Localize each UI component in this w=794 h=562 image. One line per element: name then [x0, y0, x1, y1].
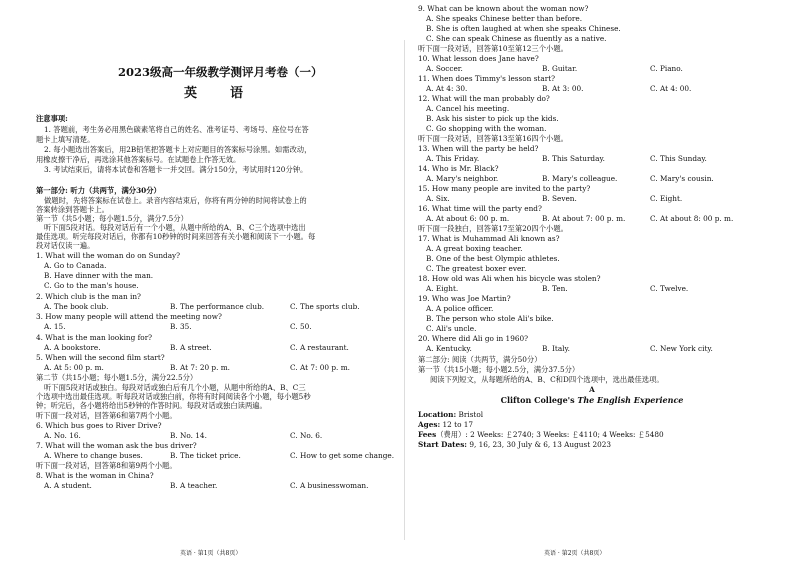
answer-option[interactable]: A. Mary's neighbor.: [426, 174, 499, 183]
question-stem: 9. What can be known about the woman now?: [418, 4, 589, 13]
answer-option[interactable]: A. Kentucky.: [426, 344, 472, 353]
part1-intro: 做题时，先将答案标在试卷上。录音内容结束后，你将有两分钟的时间将试卷上的: [44, 196, 307, 205]
page-footer: 英语 · 第2页（共8页）: [544, 550, 606, 557]
info-line: [418, 420, 473, 429]
passage-title-prefix: Clifton College's: [500, 395, 578, 405]
question-stem: 5. When will the second film start?: [36, 353, 165, 362]
question-stem: 7. What will the woman ask the bus driver?: [36, 441, 197, 450]
answer-option[interactable]: A. A police officer.: [426, 304, 494, 313]
question-stem: 3. How many people will attend the meeting now?: [36, 312, 222, 321]
info-label: Location:: [418, 410, 457, 419]
part1-intro: 答案转涂到答题卡上。: [36, 205, 109, 214]
section2-intro: 钟；听完后，各小题将给出5秒钟的作答时间。每段对话或独白读两遍。: [36, 401, 267, 410]
question-stem: 18. How old was Ali when his bicycle was stolen?: [418, 274, 601, 283]
section2-intro: 听下面5段对话或独白。每段对话或独白后有几个小题，从题中所给的A、B、C三: [44, 383, 306, 392]
answer-option[interactable]: C. 50.: [290, 322, 312, 331]
answer-option[interactable]: B. No. 14.: [170, 431, 207, 440]
note-line: 用橡皮擦干净后，再选涂其他答案标号。在试题卷上作答无效。: [36, 155, 241, 164]
question-stem: 17. What is Muhammad Ali known as?: [418, 234, 560, 243]
part2-heading: 第二部分: 阅读（共两节，满分50分）: [418, 355, 542, 364]
passage-title: [414, 396, 770, 405]
answer-option[interactable]: A. Soccer.: [426, 64, 463, 73]
answer-option[interactable]: C. Eight.: [650, 194, 683, 203]
answer-option[interactable]: A. Where to change buses.: [44, 451, 143, 460]
answer-option[interactable]: B. Ask his sister to pick up the kids.: [426, 114, 559, 123]
info-label: Start Dates:: [418, 440, 467, 449]
section1-heading: 第一节（共5小题；每小题1.5分，满分7.5分）: [36, 214, 188, 223]
answer-option[interactable]: B. This Saturday.: [542, 154, 605, 163]
answer-option[interactable]: C. She can speak Chinese as fluently as a native.: [426, 34, 607, 43]
answer-option[interactable]: A. The book club.: [44, 302, 109, 311]
question-stem: 2. Which club is the man in?: [36, 292, 141, 301]
answer-option[interactable]: B. At 7: 20 p. m.: [170, 363, 230, 372]
answer-option[interactable]: C. Ali's uncle.: [426, 324, 477, 333]
section1-intro: 最佳选项。听完每段对话后，你都有10秒钟的时间来回答有关小题和阅读下一小题。每: [36, 232, 316, 241]
answer-option[interactable]: C. A restaurant.: [290, 343, 349, 352]
column-divider: [404, 40, 405, 540]
answer-option[interactable]: B. Italy.: [542, 344, 570, 353]
note-line: 1. 答题前，考生务必用黑色碳素笔将自己的姓名、准考证号、考场号、座位号在答: [44, 125, 309, 134]
question-stem: 12. What will the man probably do?: [418, 94, 550, 103]
segment-instruction: 听下面一段对话，回答第8和第9两个小题。: [36, 461, 177, 470]
answer-option[interactable]: B. The person who stole Ali's bike.: [426, 314, 554, 323]
part2-section1-intro: 阅读下列短文，从每题所给的A、B、C和D四个选项中，选出最佳选项。: [430, 375, 664, 384]
note-line: 3. 考试结束后，请将本试卷和答题卡一并交回。满分150分，考试用时120分钟。: [44, 165, 308, 174]
info-value: 9, 16, 23, 30 July & 6, 13 August 2023: [467, 440, 612, 449]
info-label: Fees: [418, 430, 437, 439]
note-line: 题卡上填写清楚。: [36, 135, 95, 144]
answer-option[interactable]: C. A businesswoman.: [290, 481, 369, 490]
answer-option[interactable]: A. At about 6: 00 p. m.: [426, 214, 510, 223]
info-label: Ages:: [418, 420, 441, 429]
answer-option[interactable]: A. She speaks Chinese better than before.: [426, 14, 583, 23]
question-stem: 10. What lesson does Jane have?: [418, 54, 539, 63]
question-stem: 1. What will the woman do on Sunday?: [36, 251, 181, 260]
answer-option[interactable]: B. Seven.: [542, 194, 577, 203]
answer-option[interactable]: B. A teacher.: [170, 481, 218, 490]
question-stem: 13. When will the party be held?: [418, 144, 539, 153]
segment-instruction: 听下面一段独白，回答第17至第20四个小题。: [418, 224, 568, 233]
answer-option[interactable]: C. New York city.: [650, 344, 713, 353]
question-stem: 11. When does Timmy's lesson start?: [418, 74, 556, 83]
answer-option[interactable]: C. No. 6.: [290, 431, 323, 440]
info-line: [418, 430, 664, 439]
passage-title-emphasis: The English Experience: [577, 395, 684, 405]
part2-section1-heading: 第一节（共15小题；每小题2.5分，满分37.5分）: [418, 365, 580, 374]
question-stem: 14. Who is Mr. Black?: [418, 164, 499, 173]
answer-option[interactable]: C. Piano.: [650, 64, 683, 73]
question-stem: 20. Where did Ali go in 1960?: [418, 334, 529, 343]
answer-option[interactable]: B. Have dinner with the man.: [44, 271, 154, 280]
answer-option[interactable]: B. She is often laughed at when she speaks Chinese.: [426, 24, 621, 33]
subject-title: 英 语: [184, 86, 254, 101]
note-line: 2. 每小题选出答案后，用2B铅笔把答题卡上对应题目的答案标号涂黑。如需改动，: [44, 145, 312, 154]
answer-option[interactable]: B. Ten.: [542, 284, 568, 293]
answer-option[interactable]: C. Twelve.: [650, 284, 689, 293]
answer-option[interactable]: A. A great boxing teacher.: [426, 244, 523, 253]
question-stem: 16. What time will the party end?: [418, 204, 542, 213]
answer-option[interactable]: A. At 4: 30.: [426, 84, 468, 93]
question-stem: 15. How many people are invited to the party?: [418, 184, 591, 193]
answer-option[interactable]: C. At 7: 00 p. m.: [290, 363, 350, 372]
answer-option[interactable]: A. Cancel his meeting.: [426, 104, 510, 113]
answer-option[interactable]: A. At 5: 00 p. m.: [44, 363, 104, 372]
question-stem: 6. Which bus goes to River Drive?: [36, 421, 162, 430]
answer-option[interactable]: A. Six.: [426, 194, 450, 203]
section2-intro: 个选项中选出最佳选项。听每段对话或独白前，你将有时间阅读各个小题，每小题5秒: [36, 392, 311, 401]
answer-option[interactable]: A. A bookstore.: [44, 343, 101, 352]
answer-option[interactable]: B. Guitar.: [542, 64, 578, 73]
answer-option[interactable]: A. Eight.: [426, 284, 459, 293]
answer-option[interactable]: C. This Sunday.: [650, 154, 707, 163]
answer-option[interactable]: B. At 3: 00.: [542, 84, 584, 93]
answer-option[interactable]: A. No. 16.: [44, 431, 81, 440]
page-footer: 英语 · 第1页（共8页）: [180, 550, 242, 557]
question-stem: 8. What is the woman in China?: [36, 471, 154, 480]
info-value: Bristol: [456, 410, 484, 419]
answer-option[interactable]: C. Go shopping with the woman.: [426, 124, 547, 133]
segment-instruction: 听下面一段对话，回答第6和第7两个小题。: [36, 411, 177, 420]
segment-instruction: 听下面一段对话，回答第13至第16四个小题。: [418, 134, 568, 143]
info-value: 12 to 17: [440, 420, 474, 429]
answer-option[interactable]: C. At about 8: 00 p. m.: [650, 214, 734, 223]
answer-option[interactable]: C. How to get some change.: [290, 451, 395, 460]
part1-heading: 第一部分: 听力（共两节，满分30分）: [36, 186, 161, 195]
answer-option[interactable]: C. The greatest boxer ever.: [426, 264, 527, 273]
passage-letter: A: [589, 385, 595, 394]
answer-option[interactable]: A. This Friday.: [426, 154, 480, 163]
answer-option[interactable]: A. A student.: [44, 481, 92, 490]
answer-option[interactable]: C. Mary's cousin.: [650, 174, 714, 183]
page-title: 2023级高一年级教学测评月考卷（一）: [118, 65, 323, 79]
answer-option[interactable]: C. At 4: 00.: [650, 84, 692, 93]
question-stem: 19. Who was Joe Martin?: [418, 294, 511, 303]
notes-heading: 注意事项:: [36, 114, 68, 123]
answer-option[interactable]: B. One of the best Olympic athletes.: [426, 254, 560, 263]
answer-option[interactable]: B. At about 7: 00 p. m.: [542, 214, 626, 223]
answer-option[interactable]: B. 35.: [170, 322, 192, 331]
answer-option[interactable]: A. 15.: [44, 322, 66, 331]
answer-option[interactable]: A. Go to Canada.: [44, 261, 107, 270]
info-line: [418, 440, 611, 449]
section1-intro: 听下面5段对话。每段对话后有一个小题，从题中所给的A、B、C三个选项中选出: [44, 223, 306, 232]
question-stem: 4. What is the man looking for?: [36, 333, 153, 342]
answer-option[interactable]: B. Mary's colleague.: [542, 174, 618, 183]
answer-option[interactable]: B. A street.: [170, 343, 212, 352]
info-value: （费用）: 2 Weeks: ￡2740; 3 Weeks: ￡4110; 4 Weeks: ￡5480: [436, 430, 664, 439]
answer-option[interactable]: B. The performance club.: [170, 302, 265, 311]
info-line: [418, 410, 483, 419]
segment-instruction: 听下面一段对话，回答第10至第12三个小题。: [418, 44, 568, 53]
answer-option[interactable]: B. The ticket price.: [170, 451, 241, 460]
section1-intro: 段对话仅读一遍。: [36, 241, 95, 250]
answer-option[interactable]: C. The sports club.: [290, 302, 360, 311]
answer-option[interactable]: C. Go to the man's house.: [44, 281, 139, 290]
section2-heading: 第二节（共15小题；每小题1.5分，满分22.5分）: [36, 373, 198, 382]
